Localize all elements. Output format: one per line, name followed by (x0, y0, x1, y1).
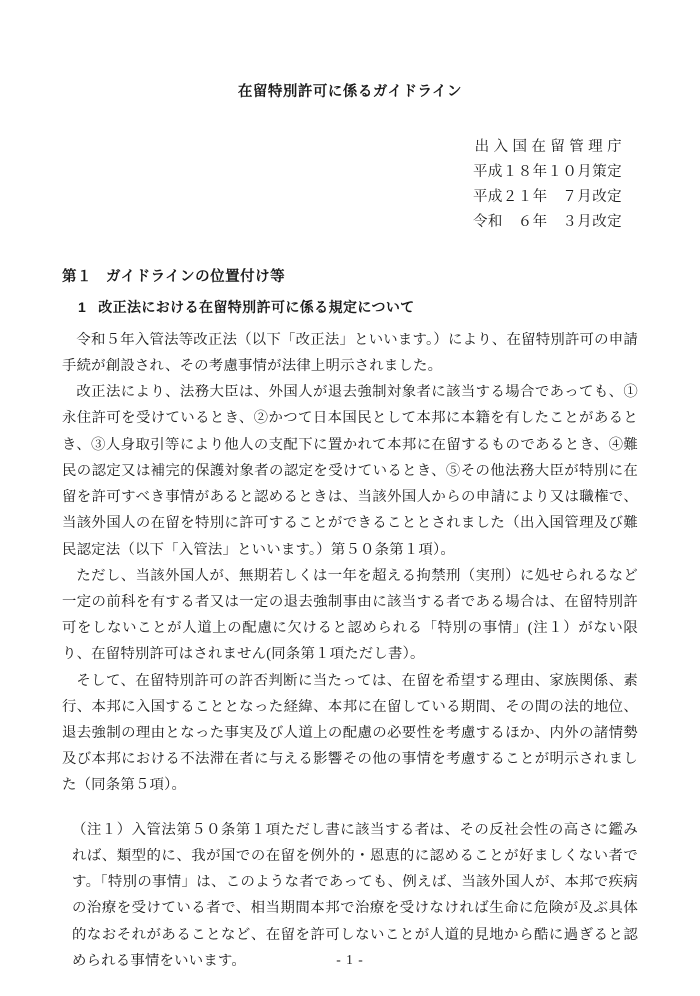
page-title: 在留特別許可に係るガイドライン (237, 84, 463, 100)
paragraph-1: 令和５年入管法等改正法（以下「改正法」といいます。）により、在留特別許可の申請手続が創設され、その考慮事情が法律上明示されました。 (62, 331, 638, 374)
section-heading (62, 265, 638, 286)
subsection-heading (78, 297, 638, 317)
issuer-block (62, 135, 638, 235)
issuer-line-revised-2024: 令和 ６年 ３月改定 (473, 213, 622, 230)
issuer-line-established: 平成１８年１０月策定 (473, 163, 622, 180)
paragraph-2: 改正法により、法務大臣は、外国人が退去強制対象者に該当する場合であっても、①永住許可を受けているとき、②かつて日本国民として本邦に本籍を有したことがあるとき、③人身取引等により他人の支配下に置かれて本邦に在留するものであるとき、④難民の認定又は補完的保護対象者の認定を受けているとき、⑤その他法務大臣が特別に在留を許可すべき事情があると認めるときは、当該外国人からの申請により又は職権で、当該外国人の在留を特別に許可することができることとされました（出入国管理及び難民認定法（以下「入管法」といいます。）第５０条第１項）。 (62, 384, 638, 558)
paragraph-4: そして、在留特別許可の許否判断に当たっては、在留を希望する理由、家族関係、素行、本邦に入国することとなった経緯、本邦に在留している期間、その間の法的地位、退去強制の理由となった事実及び人道上の配慮の必要性を考慮するほか、内外の諸情勢及び本邦における不法滞在者に与える影響その他の事情を考慮することが明示されました（同条第５項）。 (62, 672, 638, 794)
subsection-number: 1 (78, 298, 87, 315)
section-title: ガイドラインの位置付け等 (106, 268, 286, 285)
body-text (62, 327, 638, 799)
subsection-title: 改正法における在留特別許可に係る規定について (98, 298, 415, 315)
issuer-line-agency: 出 入 国 在 留 管 理 庁 (474, 139, 622, 155)
footnote-block (62, 817, 638, 974)
paragraph-3: ただし、当該外国人が、無期若しくは一年を超える拘禁刑（実刑）に処せられるなど一定の前科を有する者又は一定の退去強制事由に該当する者である場合は、在留特別許可をしないことが人道上の配慮に欠けると認められる「特別の事情」(注１）がない限り、在留特別許可はされません(同条第１項ただし書）。 (62, 567, 638, 663)
section-number: 第１ (62, 268, 92, 285)
page-number: - 1 - (336, 952, 364, 967)
issuer-line-revised-2009: 平成２１年 ７月改定 (473, 188, 622, 205)
footnote-1: （注１）入管法第５０条第１項ただし書に該当する者は、その反社会性の高さに鑑みれば、類型的に、我が国での在留を例外的・恩恵的に認めることが好ましくない者です。「特別の事情」は、このような者であっても、例えば、当該外国人が、本邦で疾病の治療を受けている者で、相当期間本邦で治療を受けなければ生命に危険が及ぶ具体的なおそれがあることなど、在留を許可しないことが人道的見地から酷に過ぎると認められる事情をいいます。 (72, 821, 638, 969)
